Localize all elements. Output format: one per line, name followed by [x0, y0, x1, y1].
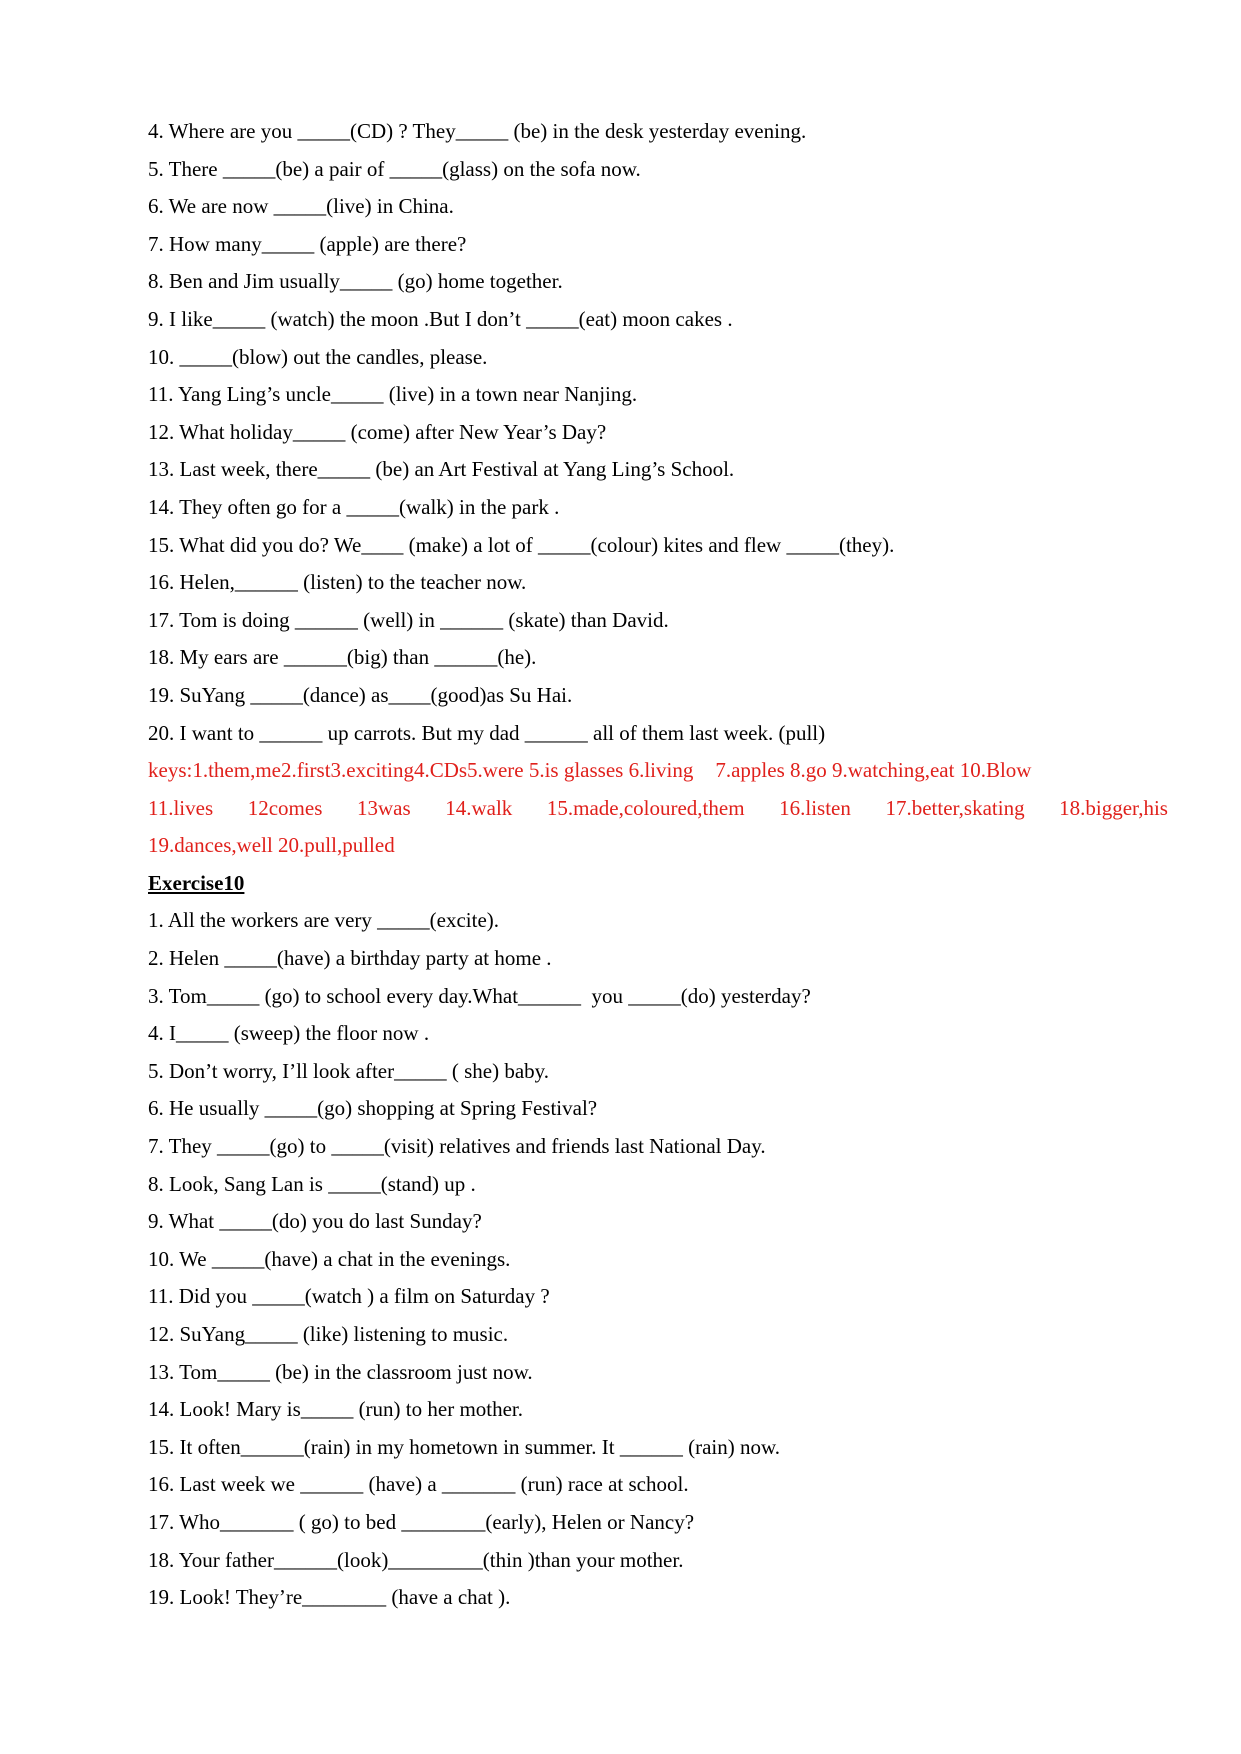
answer-keys-line-1 — [148, 752, 1168, 790]
exercise-item: 17. Tom is doing ______ (well) in ______ (skate) than David. — [148, 607, 669, 632]
exercise-item: 19. SuYang _____(dance) as____(good)as Su Hai. — [148, 682, 573, 707]
exercise-item: 17. Who_______ ( go) to bed ________(early), Helen or Nancy? — [148, 1509, 695, 1534]
exercise-list-previous — [148, 113, 1168, 752]
answer-keys — [148, 752, 1168, 865]
exercise-item: 10. We _____(have) a chat in the evenings. — [148, 1246, 511, 1271]
answer-keys-line-1-start: keys:1.them,me2.first3.exciting4.CDs5.were 5.is glasses 6.living — [148, 758, 694, 783]
exercise-item: 10. _____(blow) out the candles, please. — [148, 344, 488, 369]
exercise-item: 12. SuYang_____ (like) listening to music. — [148, 1322, 509, 1346]
exercise-item: 3. Tom_____ (go) to school every day.What______ you _____(do) yesterday? — [148, 983, 811, 1008]
answer-key: 18.bigger,his — [1059, 795, 1168, 820]
exercise-item: 8. Look, Sang Lan is _____(stand) up . — [148, 1171, 476, 1196]
exercise-item: 9. What _____(do) you do last Sunday? — [148, 1209, 482, 1234]
exercise-item: 1. All the workers are very _____(excite). — [148, 908, 500, 933]
exercise-item: 7. They _____(go) to _____(visit) relatives and friends last National Day. — [148, 1134, 766, 1159]
exercise-item: 13. Tom_____ (be) in the classroom just now. — [148, 1359, 533, 1384]
exercise-item: 5. There _____(be) a pair of _____(glass) on the sofa now. — [148, 156, 641, 181]
exercise-item: 4. Where are you _____(CD) ? They_____ (be) in the desk yesterday evening. — [148, 119, 807, 143]
exercise-item: 20. I want to ______ up carrots. But my dad ______ all of them last week. (pull) — [148, 720, 826, 745]
answer-key: 17.better,skating — [885, 795, 1025, 820]
exercise-item: 14. Look! Mary is_____ (run) to her mother. — [148, 1397, 524, 1422]
answer-key: 12comes — [247, 795, 323, 820]
exercise-item: 18. Your father______(look)_________(thin )than your mother. — [148, 1547, 684, 1572]
answer-keys-line-2 — [148, 790, 1168, 828]
exercise-item: 15. It often______(rain) in my hometown in summer. It ______ (rain) now. — [148, 1434, 781, 1459]
exercise-item: 5. Don’t worry, I’ll look after_____ ( she) baby. — [148, 1058, 550, 1083]
answer-keys-line-3: 19.dances,well 20.pull,pulled — [148, 833, 395, 858]
exercise-item: 19. Look! They’re________ (have a chat ). — [148, 1585, 511, 1610]
answer-key: 11.lives — [148, 795, 214, 820]
exercise-list-exercise10 — [148, 902, 1168, 1616]
exercise-item: 16. Last week we ______ (have) a _______ (run) race at school. — [148, 1472, 689, 1497]
exercise-item: 6. We are now _____(live) in China. — [148, 194, 454, 219]
exercise-item: 12. What holiday_____ (come) after New Year’s Day? — [148, 419, 607, 444]
worksheet-content — [148, 113, 1168, 1617]
exercise-item: 8. Ben and Jim usually_____ (go) home together. — [148, 269, 563, 294]
exercise-item: 11. Did you _____(watch ) a film on Saturday ? — [148, 1284, 550, 1309]
answer-key: 15.made,coloured,them — [546, 795, 745, 820]
section-heading — [148, 865, 1168, 903]
section-title: Exercise10 — [148, 870, 245, 895]
exercise-item: 16. Helen,______ (listen) to the teacher now. — [148, 570, 527, 595]
exercise-item: 18. My ears are ______(big) than ______(he). — [148, 645, 537, 670]
exercise-item: 11. Yang Ling’s uncle_____ (live) in a town near Nanjing. — [148, 382, 638, 407]
exercise-item: 6. He usually _____(go) shopping at Spring Festival? — [148, 1096, 598, 1121]
answer-keys-line-1-end: 7.apples 8.go 9.watching,eat 10.Blow — [715, 758, 1032, 783]
answer-key: 13was — [356, 795, 411, 820]
exercise-item: 14. They often go for a _____(walk) in the park . — [148, 494, 560, 519]
exercise-item: 13. Last week, there_____ (be) an Art Festival at Yang Ling’s School. — [148, 457, 735, 482]
exercise-item: 9. I like_____ (watch) the moon .But I don’t _____(eat) moon cakes . — [148, 306, 733, 331]
exercise-item: 7. How many_____ (apple) are there? — [148, 231, 467, 256]
exercise-item: 4. I_____ (sweep) the floor now . — [148, 1021, 430, 1046]
exercise-item: 15. What did you do? We____ (make) a lot of _____(colour) kites and flew _____(they). — [148, 532, 895, 557]
answer-key: 14.walk — [445, 795, 513, 820]
exercise-item: 2. Helen _____(have) a birthday party at home . — [148, 946, 552, 971]
answer-key: 16.listen — [779, 795, 851, 820]
